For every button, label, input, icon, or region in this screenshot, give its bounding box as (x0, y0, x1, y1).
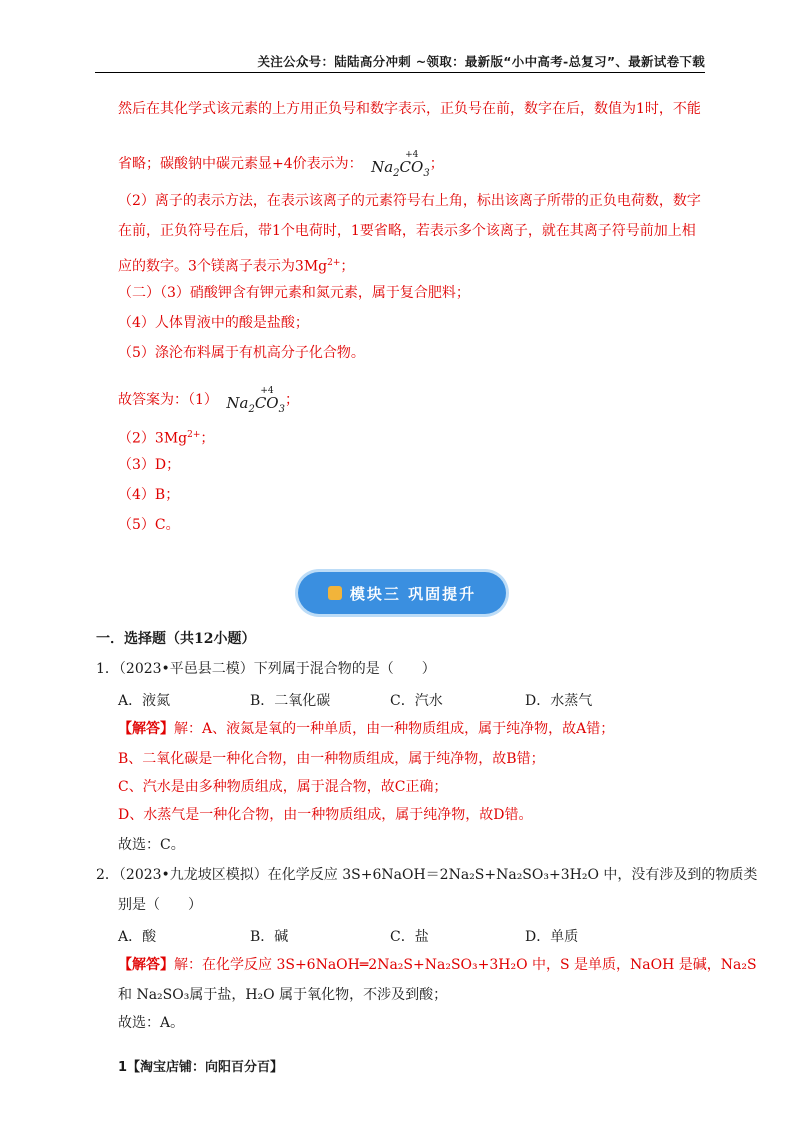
q2-answer-tag: 【解答】 (118, 957, 174, 973)
explanation-line-7: （4）人体胃液中的酸是盐酸； (118, 315, 309, 331)
answer-formula: +4 $Na_2CO_3$ (226, 386, 285, 419)
explanation-line-2-text: 省略；碳酸钠中碳元素显+4价表示为： (118, 156, 363, 172)
q1-answer-tag: 【解答】 (118, 721, 174, 737)
answer-prefix: 故答案为：（1） (118, 392, 218, 408)
q1-answer-text-1: 解：A、液氮是氧的一种单质，由一种物质组成，属于纯净物，故A错； (174, 721, 615, 737)
answer-oxidation-state: +4 (260, 386, 274, 396)
explanation-line-8: （5）涤沦布料属于有机高分子化合物。 (118, 345, 365, 361)
q2-answer-line-3: 故选：A。 (118, 1015, 185, 1031)
explanation-line-1: 然后在其化学式该元素的上方用正负号和数字表示，正负号在前，数字在后，数值为1时，不能 (118, 101, 701, 117)
explanation-line-4: 在前，正负符号在后，带1个电荷时，1要省略，若表示多个该离子，就在其离子符号前加上相 (118, 223, 696, 239)
answer-line-1: 故答案为：（1） +4 $Na_2CO_3$； (118, 386, 299, 419)
q2-answer-line-1 (118, 956, 757, 974)
page-header: 关注公众号：陆陆高分冲刺 ~领取：最新版“小中高考-总复习”、最新试卷下载 (95, 52, 705, 73)
q1-answer-line-4: D、水蒸气是一种化合物，由一种物质组成，属于纯净物，故D错。 (118, 807, 533, 823)
answer-line-3: （3）D； (118, 457, 181, 473)
mg-ion-charge: 2+ (327, 258, 341, 268)
q1-answer-line-3: C、汽水是由多种物质组成，属于混合物，故C正确； (118, 779, 448, 795)
answer-2-text: （2）3Mg (118, 430, 188, 447)
bulb-icon (328, 586, 342, 600)
q2-answer-line-2: 和 Na₂SO₃属于盐，H₂O 属于氧化物，不涉及到酸； (118, 987, 448, 1003)
q1-option-a: A．液氮 (118, 693, 171, 709)
q1-answer-line-2: B、二氧化碳是一种化合物，由一种物质组成，属于纯净物，故B错； (118, 751, 545, 767)
q2-option-b: B．碱 (250, 929, 289, 945)
q2-stem-line-1: 2．（2023•九龙坡区模拟）在化学反应 3S+6NaOH＝2Na₂S+Na₂SO₃+3H₂O 中，没有涉及到的物质类 (96, 867, 758, 883)
explanation-line-6: （二）（3）硝酸钾含有钾元素和氮元素，属于复合肥料； (118, 285, 470, 301)
q1-stem: 1．（2023•平邑县二模）下列属于混合物的是（ ） (96, 661, 436, 677)
q1-answer-line-1 (118, 720, 614, 738)
q2-answer-text-1: 解：在化学反应 3S+6NaOH═2Na₂S+Na₂SO₃+3H₂O 中，S 是单质，NaOH 是碱，Na₂S (174, 957, 757, 973)
oxidation-state-label: +4 (405, 150, 419, 160)
q1-option-c: C．汽水 (390, 693, 443, 709)
mg-ion-end: ； (340, 258, 355, 275)
section-title: 一．选择题（共12小题） (96, 631, 256, 647)
mg-ion-text: 应的数字。3个镁离子表示为3Mg (118, 258, 328, 275)
q2-option-d: D．单质 (525, 929, 579, 945)
sodium-carbonate-formula: +4 $Na_2CO_3$ (371, 150, 430, 183)
page-footer: 1【淘宝店铺：向阳百分百】 (118, 1060, 284, 1075)
q2-option-a: A．酸 (118, 929, 157, 945)
module-banner (298, 572, 506, 614)
answer-2-end: ； (200, 430, 215, 447)
q1-option-d: D．水蒸气 (525, 693, 593, 709)
answer-line-5: （5）C。 (118, 517, 180, 533)
answer-line-4: （4）B； (118, 487, 180, 503)
banner-title: 模块三 巩固提升 (349, 584, 477, 603)
q2-option-c: C．盐 (390, 929, 429, 945)
explanation-line-5 (118, 254, 354, 276)
explanation-line-3: （2）离子的表示方法，在表示该离子的元素符号右上角，标出该离子所带的正负电荷数，数字 (118, 193, 701, 209)
q1-option-b: B．二氧化碳 (250, 693, 331, 709)
explanation-line-2: 省略；碳酸钠中碳元素显+4价表示为： +4 $Na_2CO_3$； (118, 150, 444, 183)
answer-line-2 (118, 426, 214, 448)
answer-2-charge: 2+ (187, 430, 201, 440)
q1-answer-line-5: 故选：C。 (118, 837, 185, 853)
q2-stem-line-2: 别是（ ） (118, 897, 202, 913)
